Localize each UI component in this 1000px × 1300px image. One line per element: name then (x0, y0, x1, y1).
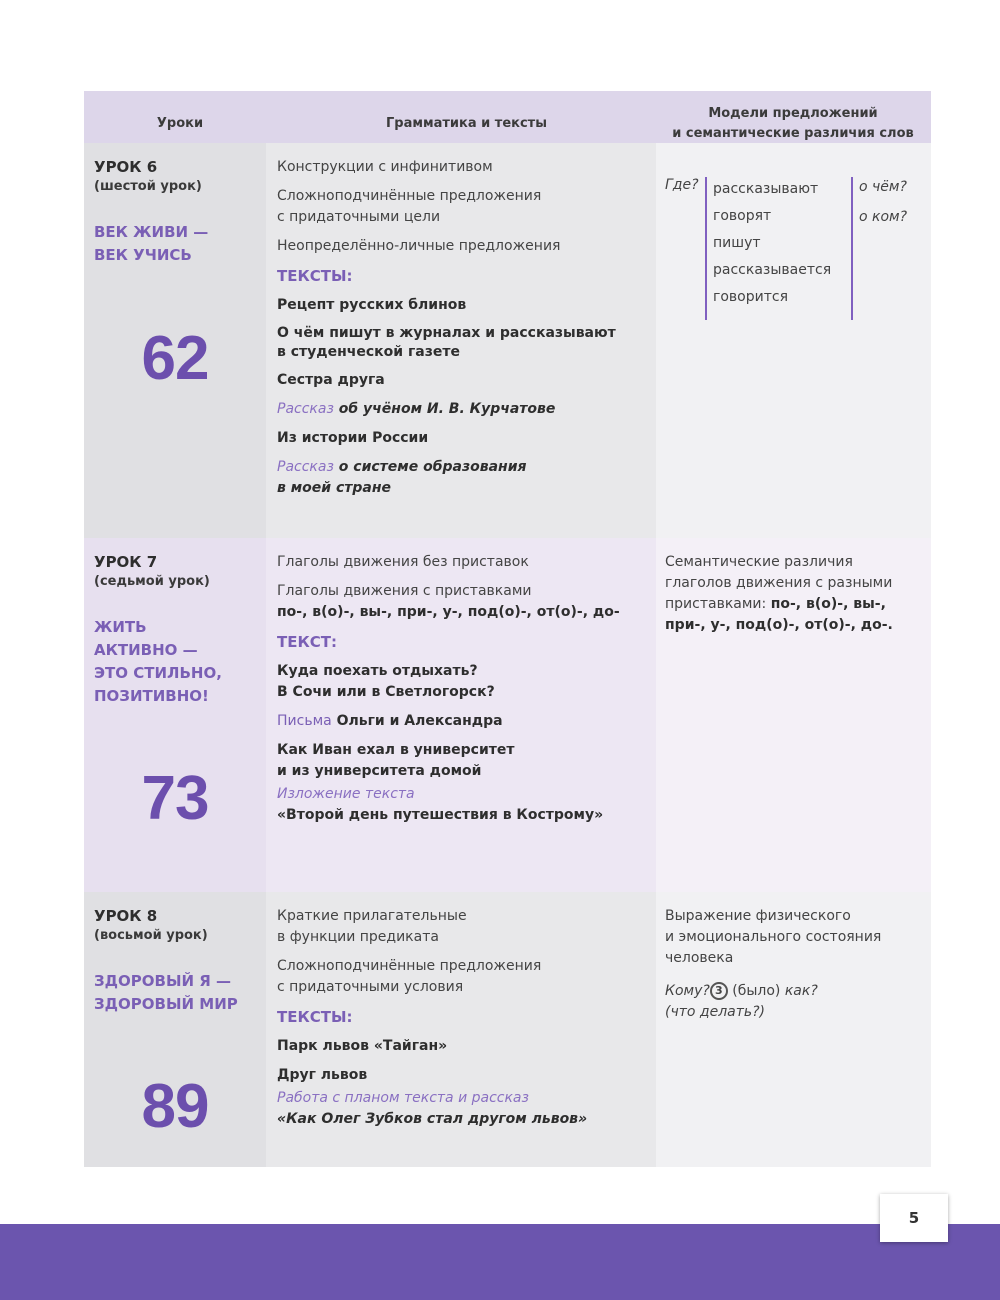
grammar-cell (266, 892, 656, 1167)
text-title: Рассказ об учёном И. В. Курчатове (277, 401, 556, 417)
lesson-cell (84, 143, 266, 538)
text-title: Изложение текста «Второй день путешествия в Кострому» (277, 786, 604, 823)
model-verb: говорится (713, 289, 788, 305)
models-cell (656, 143, 931, 538)
lesson-title: УРОК 7 (94, 553, 158, 571)
lesson-page-number[interactable]: 73 (141, 764, 209, 833)
grammar-item: Глаголы движения без приставок (277, 554, 529, 570)
grammar-item: Конструкции с инфинитивом (277, 159, 493, 175)
contents-table (84, 91, 931, 1167)
lesson-theme (94, 970, 266, 1016)
grammar-cell (266, 538, 656, 892)
sentence-model: Кому? 3 (было) как? (что делать?) (665, 983, 818, 1020)
table-row-lesson-7 (84, 538, 931, 892)
grammar-item: Сложноподчинённые предложения с придаточными цели (277, 188, 542, 225)
semantic-note: Семантические различия глаголов движения с разными приставками: по-, в(о)-, вы-, при-, у-, под(о)-, от(о)-, до-. (665, 554, 893, 633)
lesson-title: УРОК 6 (94, 158, 158, 176)
texts-label: ТЕКСТЫ: (277, 1008, 353, 1026)
grammar-item: Сложноподчинённые предложения с придаточными условия (277, 958, 542, 995)
theme-line: ЗДОРОВЫЙ МИР (94, 995, 238, 1013)
model-verb: рассказывают (713, 181, 819, 197)
texts-label: ТЕКСТЫ: (277, 267, 353, 285)
table-row-lesson-8 (84, 892, 931, 1167)
text-title: Друг львов (277, 1067, 368, 1083)
header-models-line1: Модели предложений (708, 106, 878, 121)
lesson-cell (84, 538, 266, 892)
text-title: Куда поехать отдыхать? В Сочи или в Светлогорск? (277, 663, 495, 700)
theme-line: ВЕК ЖИВИ — (94, 223, 209, 241)
model-bracket-left (705, 177, 707, 320)
models-cell (656, 892, 931, 1167)
model-verb: говорят (713, 208, 772, 224)
model-bracket-right (851, 177, 853, 320)
header-grammar: Грамматика и тексты (386, 116, 547, 131)
model-question-where: Где? (665, 177, 699, 193)
grammar-cell (266, 143, 656, 538)
text-title: О чём пишут в журналах и рассказывают в студенческой газете (277, 325, 616, 360)
lesson-page-number[interactable]: 89 (141, 1072, 209, 1141)
lesson-theme (94, 616, 266, 708)
text-title: Рассказ о системе образования в моей стране (277, 459, 527, 496)
text-title: Рецепт русских блинов (277, 297, 467, 313)
theme-line: ВЕК УЧИСЬ (94, 246, 192, 264)
header-lessons: Уроки (156, 116, 204, 131)
lesson-cell (84, 892, 266, 1167)
model-verb: рассказывается (713, 262, 832, 278)
model-verb: пишут (713, 235, 761, 251)
theme-line: АКТИВНО — (94, 641, 198, 659)
lesson-page-number[interactable]: 62 (141, 324, 209, 393)
model-question: о ком? (859, 209, 908, 225)
header-models (656, 91, 931, 143)
lesson-title: УРОК 8 (94, 907, 158, 925)
sentence-model (665, 177, 921, 337)
model-verbs (713, 177, 831, 312)
model-question: о чём? (859, 179, 907, 195)
page-number: 5 (880, 1194, 948, 1242)
theme-line: ЭТО СТИЛЬНО, (94, 664, 222, 682)
grammar-item: Неопределённо-личные предложения (277, 238, 561, 254)
semantic-note: Выражение физического и эмоционального состояния человека (665, 908, 882, 966)
theme-line: ПОЗИТИВНО! (94, 687, 209, 705)
lesson-ordinal: (восьмой урок) (94, 928, 208, 943)
text-title: Работа с планом текста и рассказ «Как Олег Зубков стал другом львов» (277, 1090, 588, 1127)
header-models-line2: и семантические различия слов (672, 126, 914, 141)
text-title: Как Иван ехал в университет и из университета домой (277, 742, 515, 779)
table-header (84, 91, 931, 143)
table-row-lesson-6 (84, 143, 931, 538)
text-title: Из истории России (277, 430, 429, 446)
lesson-ordinal: (шестой урок) (94, 179, 202, 194)
grammar-item: Глаголы движения с приставками по-, в(о)-, вы-, при-, у-, под(о)-, от(о)-, до- (277, 583, 620, 620)
lesson-theme (94, 221, 266, 267)
number-circle: 3 (710, 982, 728, 1000)
text-title: Сестра друга (277, 372, 385, 388)
theme-line: ЗДОРОВЫЙ Я — (94, 972, 232, 990)
theme-line: ЖИТЬ (94, 618, 147, 636)
grammar-item: Краткие прилагательные в функции предиката (277, 908, 467, 945)
models-cell (656, 538, 931, 892)
text-title: Парк львов «Тайган» (277, 1038, 448, 1054)
footer-band (0, 1224, 1000, 1300)
text-title: Письма Ольги и Александра (277, 713, 503, 729)
lesson-ordinal: (седьмой урок) (94, 574, 210, 589)
text-label: ТЕКСТ: (277, 633, 337, 651)
